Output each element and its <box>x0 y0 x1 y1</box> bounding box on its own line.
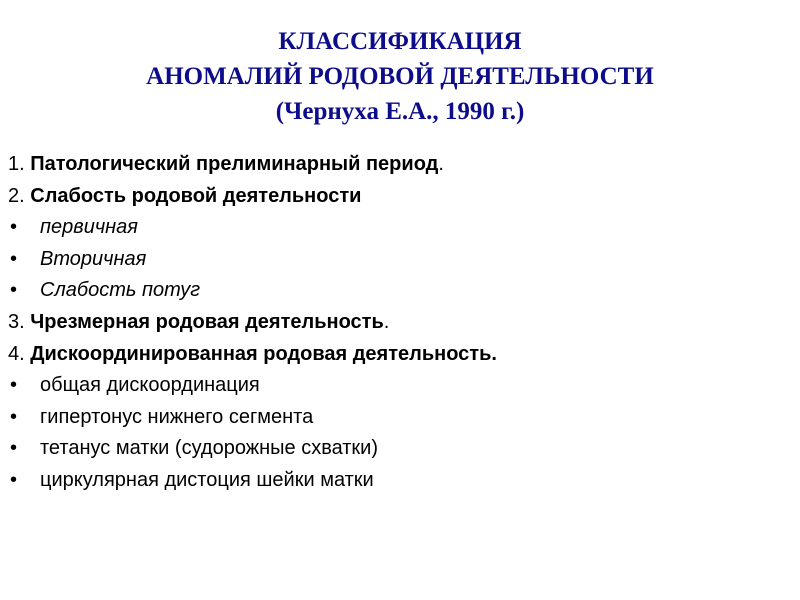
item-text: Дискоординированная родовая деятельность. <box>30 342 497 365</box>
list-item <box>8 181 788 213</box>
item-text: Чрезмерная родовая деятельность <box>30 310 384 333</box>
item-text: тетанус матки (судорожные схватки) <box>40 437 379 460</box>
list-item <box>8 275 788 307</box>
list-item <box>8 433 788 465</box>
item-suffix: . <box>438 153 444 175</box>
list-item <box>8 307 788 339</box>
title-line-1: КЛАССИФИКАЦИЯ <box>278 28 522 55</box>
list-item <box>8 370 788 402</box>
list-item <box>8 402 788 434</box>
item-text: Слабость родовой деятельности <box>30 184 362 207</box>
list-item <box>8 244 788 276</box>
title-line-2: АНОМАЛИЙ РОДОВОЙ ДЕЯТЕЛЬНОСТИ <box>146 63 654 90</box>
title-line-3: (Чернуха Е.А., 1990 г.) <box>275 98 525 125</box>
item-text: циркулярная дистоция шейки матки <box>40 468 374 491</box>
item-suffix: . <box>383 310 390 333</box>
item-text: общая дискоординация <box>40 374 260 397</box>
bullet-icon: • <box>10 468 18 491</box>
list-item <box>8 339 788 371</box>
bullet-icon: • <box>10 247 18 270</box>
item-number: 1. <box>8 153 25 175</box>
bullet-icon: • <box>10 437 18 460</box>
bullet-icon: • <box>10 405 18 428</box>
item-number: 3. <box>8 310 25 333</box>
item-text: Слабость потуг <box>40 279 201 302</box>
item-number: 4. <box>8 342 25 365</box>
slide-title <box>0 24 800 129</box>
item-text: гипертонус нижнего сегмента <box>40 405 314 428</box>
bullet-icon: • <box>10 279 18 302</box>
item-number: 2. <box>8 184 25 207</box>
item-text: первичная <box>40 216 138 239</box>
list-item <box>8 212 788 244</box>
list-item <box>8 465 788 497</box>
bullet-icon: • <box>10 374 18 397</box>
bullet-icon: • <box>10 216 18 239</box>
list-item <box>8 149 788 181</box>
item-text: Вторичная <box>40 247 147 270</box>
item-text: Патологический прелиминарный период <box>30 153 439 175</box>
classification-list <box>8 149 788 497</box>
